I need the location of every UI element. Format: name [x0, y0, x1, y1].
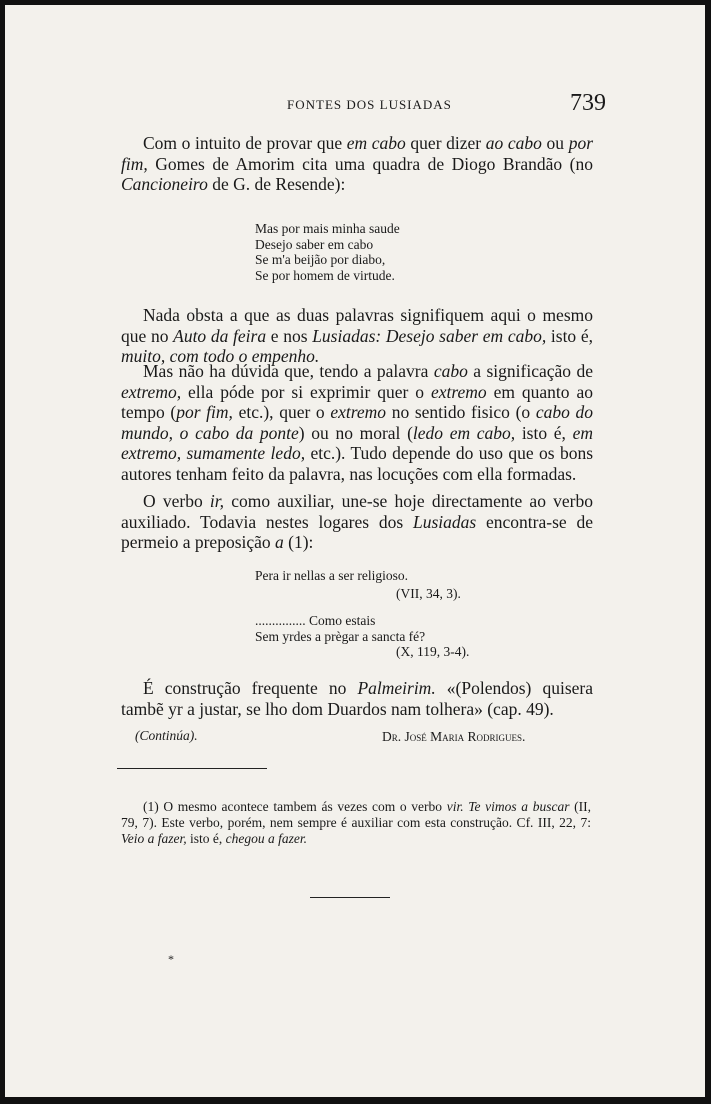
running-header: FONTES DOS LUSIADAS — [287, 97, 452, 112]
paragraph-verbo-ir: O verbo ir, como auxiliar, une-se hoje directamente ao verbo auxiliado. Todavia nestes logares dos Lusiadas encontra-se de permeio a preposição a (1): — [121, 491, 594, 552]
quote-reference: (VII, 34, 3). — [396, 586, 461, 601]
verse-line: Mas por mais minha saude — [255, 221, 400, 236]
paragraph-nada-obsta: Nada obsta a que as duas palavras signifiquem aqui o mesmo que no Auto da feira e nos Lusiadas: Desejo saber em cabo, isto é, muito, com todo o empenho. — [121, 305, 593, 366]
verse-line: Pera ir nellas a ser religioso. — [255, 568, 408, 583]
paragraph-intro: Com o intuito de provar que em cabo quer dizer ao cabo ou por fim, Gomes de Amorim cita uma quadra de Diogo Brandão (no Cancioneiro de G. de Resende): — [121, 133, 593, 194]
verse-line: Sem yrdes a prègar a sancta fé? — [255, 628, 426, 644]
verse-line: Se m'a beijão por diabo, — [255, 252, 386, 267]
page-number: 739 — [570, 90, 606, 116]
quatrain-quote — [255, 221, 400, 283]
quote-como-estais — [255, 613, 425, 644]
paragraph-palmeirim: É construção frequente no Palmeirim. «(Polendos) quisera tambẽ yr a justar, se lho dom Duardos nam tolhera» (cap. 49). — [121, 678, 593, 719]
paragraph-cabo-meaning: Mas não ha dúvida que, tendo a palavra cabo a significação de extremo, ella póde por si exprimir quer o extremo em quanto ao tempo (por fim, etc.), quer o extremo no sentido fisico (o cabo do mundo, o cabo da ponte) ou no moral (ledo em cabo, isto é, em extremo, sumamente ledo, etc.). Tudo depende do uso que os bons autores tenham feito da palavra, nas locuções com ella formadas. — [121, 361, 594, 484]
document-page — [5, 5, 705, 1097]
continua-note: (Continúa). — [135, 728, 198, 743]
quote-religioso — [255, 568, 408, 584]
end-divider — [310, 897, 390, 898]
verse-line: Desejo saber em cabo — [255, 236, 374, 252]
footnote: (1) O mesmo acontece tambem ás vezes com o verbo vir. Te vimos a buscar (II, 79, 7). Este verbo, porém, nem sempre é auxiliar com esta construção. Cf. III, 22, 7: Veio a fazer, isto é, chegou a fazer. — [121, 799, 591, 846]
asterisk-mark: * — [168, 952, 174, 966]
footnote-divider — [117, 768, 267, 769]
quote-reference: (X, 119, 3-4). — [396, 644, 470, 659]
author-signature: Dr. José Maria Rodrigues. — [382, 729, 526, 744]
verse-line: Se por homem de virtude. — [255, 267, 395, 283]
verse-line: ............... Como estais — [255, 613, 376, 628]
